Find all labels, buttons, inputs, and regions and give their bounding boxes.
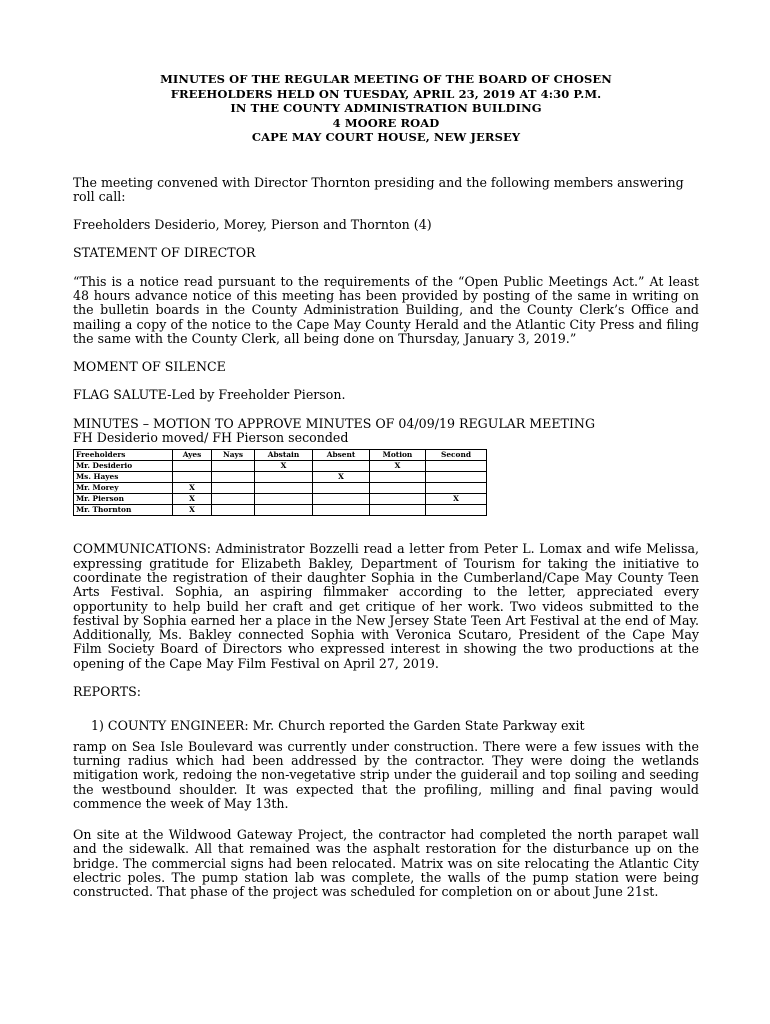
vote-cell	[313, 461, 370, 472]
header-line-4: 4 MOORE ROAD	[332, 115, 440, 130]
minutes-motion: MINUTES – MOTION TO APPROVE MINUTES OF 04/09/19 REGULAR MEETING	[73, 415, 596, 431]
freeholder-name: Ms. Hayes	[74, 472, 173, 483]
header-line-3: IN THE COUNTY ADMINISTRATION BUILDING	[230, 101, 542, 115]
vote-cell	[255, 472, 313, 483]
vote-cell	[255, 494, 313, 505]
vote-cell	[255, 483, 313, 494]
vote-cell	[173, 461, 212, 472]
vote-cell	[370, 472, 426, 483]
vote-cell	[212, 505, 255, 516]
convened-paragraph: The meeting convened with Director Thornton presiding and the following members answering roll call:	[73, 174, 684, 204]
statement-paragraph: “This is a notice read pursuant to the requirements of the “Open Public Meetings Act.” At least 48 hours advance notice of this meeting has been provided by posting of the same in writing on the bulletin boards in the County Administration Building, and the County Clerk’s Office and mailing a copy of the notice to the Cape May County Herald and the Atlantic City Press and filing the same with the County Clerk, all being done on Thursday, January 3, 2019.”	[73, 273, 699, 346]
engineer-report-continued: ramp on Sea Isle Boulevard was currently under construction. There were a few issues with the turning radius which had been addressed by the contractor. They were doing the wetlands mitigation work, redoing the non-vegetative strip under the guiderail and top soiling and seeding the westbound shoulder. It was expected that the profiling, milling and final paving would commence the week of May 13th.	[73, 738, 699, 811]
vote-cell	[313, 483, 370, 494]
reports-heading: REPORTS:	[73, 684, 142, 700]
vote-cell	[370, 505, 426, 516]
vote-cell: X	[173, 505, 212, 516]
vote-cell	[426, 483, 487, 494]
vote-cell	[426, 505, 487, 516]
vote-cell: X	[370, 461, 426, 472]
vote-cell	[212, 494, 255, 505]
wildwood-paragraph: On site at the Wildwood Gateway Project, the contractor had completed the north parapet wall and the sidewalk. All that remained was the asphalt restoration for the disturbance up on the bridge. The commercial signs had been relocated. Matrix was on site relocating the Atlantic City electric poles. The pump station lab was complete, the walls of the pump station were being constructed. That phase of the project was scheduled for completion on or about June 21st.	[73, 827, 699, 900]
vote-table-header	[74, 450, 487, 461]
freeholder-name: Mr. Thornton	[74, 505, 173, 516]
freeholder-name: Mr. Desiderio	[74, 461, 173, 472]
col-motion: Motion	[370, 450, 426, 461]
vote-cell: X	[173, 483, 212, 494]
vote-cell	[212, 461, 255, 472]
vote-cell	[426, 461, 487, 472]
vote-cell	[426, 472, 487, 483]
vote-cell: X	[255, 461, 313, 472]
roll-call: Freeholders Desiderio, Morey, Pierson and Thornton (4)	[73, 217, 432, 233]
table-row	[74, 461, 487, 472]
table-row	[74, 472, 487, 483]
col-ayes: Ayes	[173, 450, 212, 461]
vote-cell: X	[313, 472, 370, 483]
col-nays: Nays	[212, 450, 255, 461]
col-second: Second	[426, 450, 487, 461]
vote-cell	[255, 505, 313, 516]
vote-cell	[370, 494, 426, 505]
vote-cell: X	[426, 494, 487, 505]
header-line-5: CAPE MAY COURT HOUSE, NEW JERSEY	[251, 130, 521, 144]
engineer-report-item: 1) COUNTY ENGINEER: Mr. Church reported the Garden State Parkway exit	[91, 718, 585, 734]
communications-paragraph: COMMUNICATIONS: Administrator Bozzelli read a letter from Peter L. Lomax and wife Melissa, expressing gratitude for Elizabeth Bakley, Department of Tourism for taking the initiative to coordinate the registration of their daughter Sophia in the Cumberland/Cape May County Teen Arts Festival. Sophia, an aspiring filmmaker according to the letter, appreciated every opportunity to help build her craft and get critique of her work. Two videos submitted to the festival by Sophia earned her a place in the New Jersey State Teen Art Festival at the end of May. Additionally, Ms. Bakley connected Sophia with Veronica Scutaro, President of the Cape May Film Society Board of Directors who expressed interest in showing the two productions at the opening of the Cape May Film Festival on April 27, 2019.	[73, 541, 699, 671]
vote-cell: X	[173, 494, 212, 505]
table-row	[74, 483, 487, 494]
table-row	[74, 494, 487, 505]
vote-cell	[313, 494, 370, 505]
freeholder-name: Mr. Morey	[74, 483, 173, 494]
document-header	[73, 72, 699, 145]
flag-salute: FLAG SALUTE-Led by Freeholder Pierson.	[73, 387, 346, 403]
col-freeholders: Freeholders	[74, 450, 173, 461]
freeholder-name: Mr. Pierson	[74, 494, 173, 505]
col-abstain: Abstain	[255, 450, 313, 461]
minutes-page	[73, 72, 699, 900]
moment-of-silence: MOMENT OF SILENCE	[73, 359, 226, 375]
header-line-2: FREEHOLDERS HELD ON TUESDAY, APRIL 23, 2019 AT 4:30 P.M.	[170, 86, 602, 101]
vote-cell	[313, 505, 370, 516]
table-row	[74, 505, 487, 516]
header-line-1: MINUTES OF THE REGULAR MEETING OF THE BOARD OF CHOSEN	[160, 72, 612, 86]
vote-cell	[212, 483, 255, 494]
vote-table	[73, 449, 487, 516]
col-absent: Absent	[313, 450, 370, 461]
vote-cell	[212, 472, 255, 483]
vote-cell	[370, 483, 426, 494]
vote-cell	[173, 472, 212, 483]
statement-heading: STATEMENT OF DIRECTOR	[73, 245, 256, 261]
minutes-moved: FH Desiderio moved/ FH Pierson seconded	[73, 430, 349, 446]
